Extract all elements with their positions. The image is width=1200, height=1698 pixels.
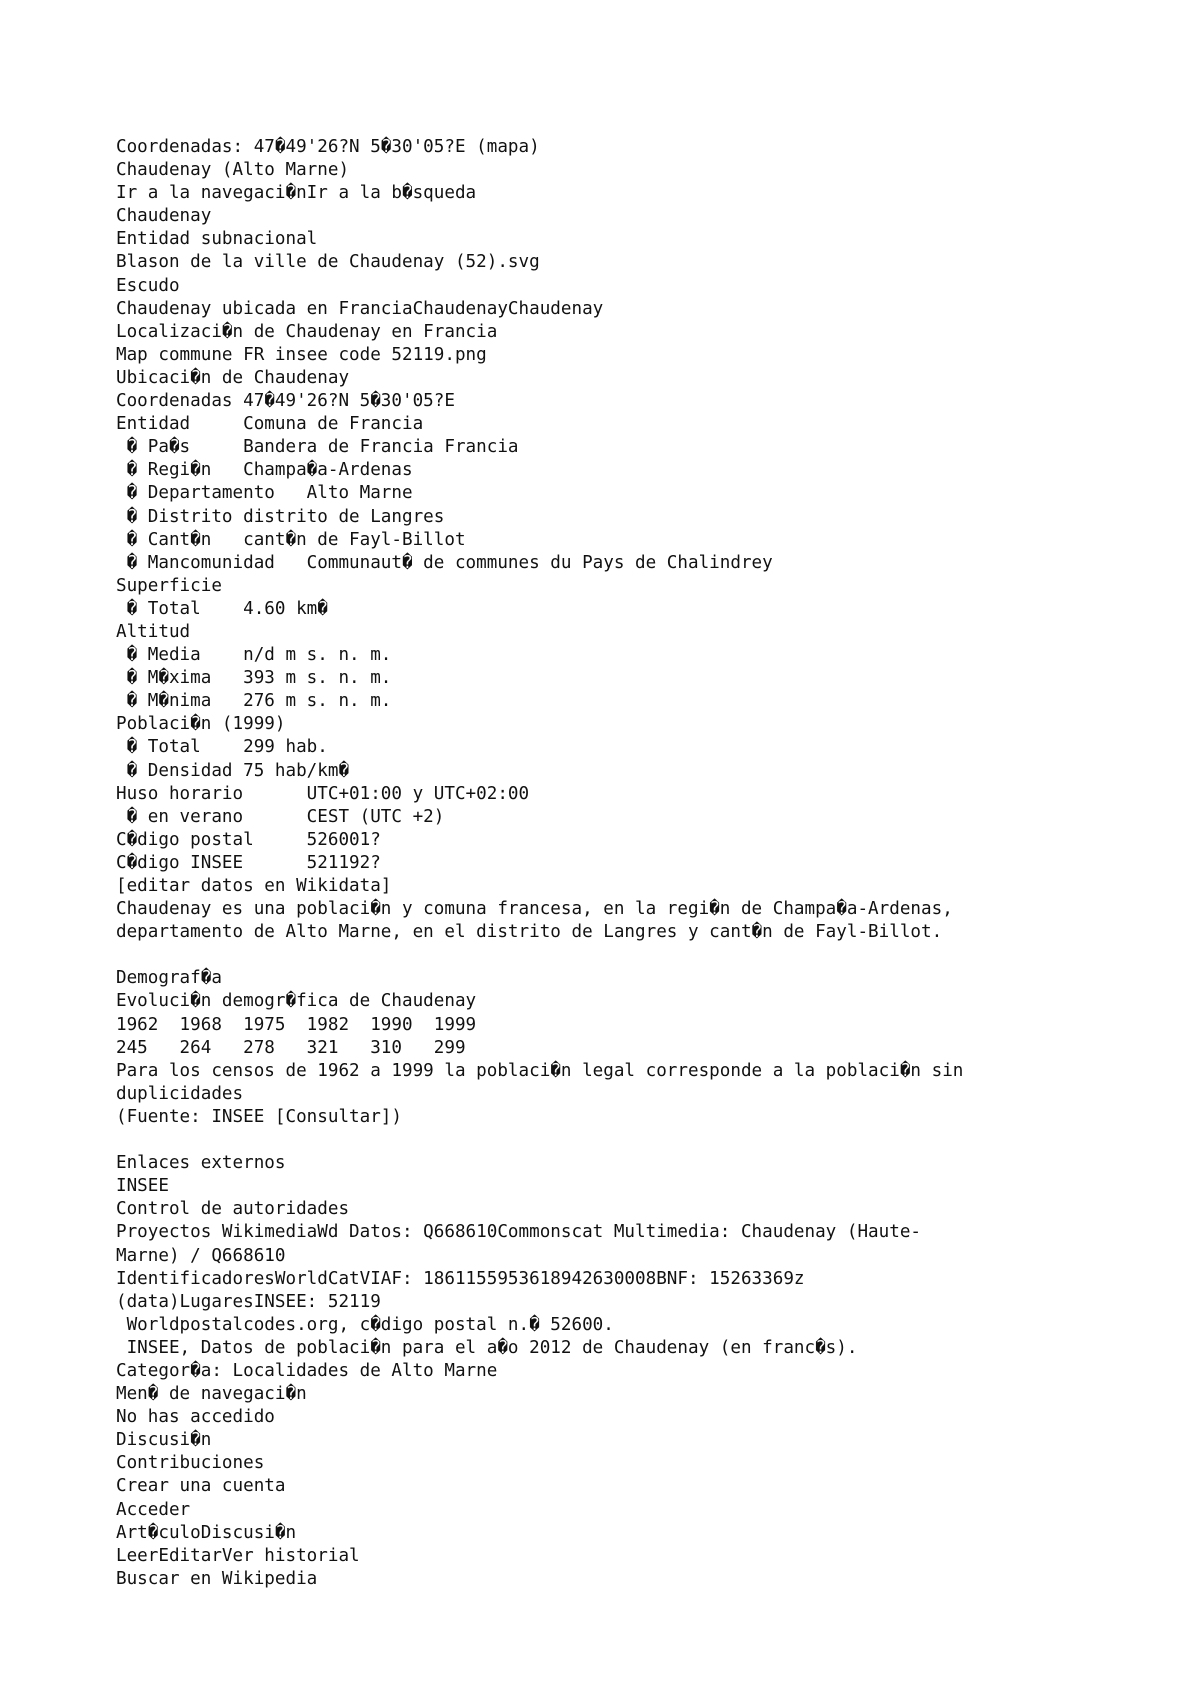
text-line: Para los censos de 1962 a 1999 la poblaci�n legal corresponde a la poblaci�n sin bbox=[116, 1060, 964, 1081]
text-line: Enlaces externos bbox=[116, 1153, 286, 1174]
document-text bbox=[116, 136, 1176, 1591]
text-line: Chaudenay ubicada en FranciaChaudenayChaudenay bbox=[116, 298, 604, 319]
text-line: C�digo INSEE 521192? bbox=[116, 852, 381, 873]
text-line: IdentificadoresWorldCatVIAF: 1861155953618942630008BNF: 15263369z bbox=[116, 1268, 805, 1289]
text-line: INSEE, Datos de poblaci�n para el a�o 2012 de Chaudenay (en franc�s). bbox=[116, 1337, 858, 1358]
text-line: Worldpostalcodes.org, c�digo postal n.� 52600. bbox=[116, 1314, 614, 1335]
text-line: � Pa�s Bandera de Francia Francia bbox=[116, 437, 519, 458]
text-line: LeerEditarVer historial bbox=[116, 1545, 360, 1566]
text-line: departamento de Alto Marne, en el distrito de Langres y cant�n de Fayl-Billot. bbox=[116, 922, 943, 943]
text-line: � M�xima 393 m s. n. m. bbox=[116, 668, 392, 689]
text-line: Superficie bbox=[116, 575, 222, 596]
text-line: Art�culoDiscusi�n bbox=[116, 1522, 297, 1543]
text-line: � Mancomunidad Communaut� de communes du Pays de Chalindrey bbox=[116, 552, 773, 573]
text-line: Chaudenay (Alto Marne) bbox=[116, 160, 350, 181]
text-line: Altitud bbox=[116, 621, 191, 642]
text-line: � Cant�n cant�n de Fayl-Billot bbox=[116, 529, 466, 550]
text-line: Ir a la navegaci�nIr a la b�squeda bbox=[116, 183, 477, 204]
text-line: � Densidad 75 hab/km� bbox=[116, 760, 350, 781]
text-line: � Total 4.60 km� bbox=[116, 598, 328, 619]
text-line: Proyectos WikimediaWd Datos: Q668610Commonscat Multimedia: Chaudenay (Haute- bbox=[116, 1222, 922, 1243]
text-line: � Total 299 hab. bbox=[116, 737, 328, 758]
text-line: Localizaci�n de Chaudenay en Francia bbox=[116, 321, 498, 342]
text-line: Chaudenay es una poblaci�n y comuna francesa, en la regi�n de Champa�a-Ardenas, bbox=[116, 899, 953, 920]
text-line: Entidad subnacional bbox=[116, 229, 318, 250]
text-line: 245 264 278 321 310 299 bbox=[116, 1037, 466, 1058]
text-line: Buscar en Wikipedia bbox=[116, 1568, 318, 1589]
blank-line bbox=[116, 944, 1176, 967]
text-line: duplicidades bbox=[116, 1083, 244, 1104]
text-line: Huso horario UTC+01:00 y UTC+02:00 bbox=[116, 783, 530, 804]
text-line: Discusi�n bbox=[116, 1430, 212, 1451]
text-line: Entidad Comuna de Francia bbox=[116, 414, 424, 435]
text-line: [editar datos en Wikidata] bbox=[116, 876, 392, 896]
text-line: C�digo postal 526001? bbox=[116, 829, 381, 850]
text-line: Coordenadas 47�49'26?N 5�30'05?E bbox=[116, 391, 455, 412]
text-line: INSEE bbox=[116, 1176, 169, 1197]
text-line: � en verano CEST (UTC +2) bbox=[116, 806, 445, 827]
text-line: (data)LugaresINSEE: 52119 bbox=[116, 1291, 381, 1312]
text-line: � Regi�n Champa�a-Ardenas bbox=[116, 460, 413, 481]
text-line: � M�nima 276 m s. n. m. bbox=[116, 691, 392, 712]
text-line: Crear una cuenta bbox=[116, 1476, 286, 1497]
text-line: Escudo bbox=[116, 275, 180, 296]
text-line: Men� de navegaci�n bbox=[116, 1384, 307, 1405]
text-line: No has accedido bbox=[116, 1407, 275, 1428]
text-line: Blason de la ville de Chaudenay (52).svg bbox=[116, 252, 540, 273]
text-line: � Distrito distrito de Langres bbox=[116, 506, 445, 527]
text-line: Evoluci�n demogr�fica de Chaudenay bbox=[116, 991, 477, 1012]
text-line: Map commune FR insee code 52119.png bbox=[116, 344, 487, 365]
text-line: Categor�a: Localidades de Alto Marne bbox=[116, 1360, 498, 1381]
text-line: � Departamento Alto Marne bbox=[116, 483, 413, 504]
text-line: Contribuciones bbox=[116, 1453, 265, 1474]
text-line: � Media n/d m s. n. m. bbox=[116, 645, 392, 666]
text-line: Poblaci�n (1999) bbox=[116, 714, 286, 735]
text-line: (Fuente: INSEE [Consultar]) bbox=[116, 1106, 402, 1127]
blank-line bbox=[116, 1129, 1176, 1152]
text-line: 1962 1968 1975 1982 1990 1999 bbox=[116, 1014, 477, 1035]
text-line: Chaudenay bbox=[116, 206, 212, 227]
text-line: Control de autoridades bbox=[116, 1199, 350, 1220]
text-line: Demograf�a bbox=[116, 968, 222, 989]
text-line: Acceder bbox=[116, 1499, 191, 1520]
text-line: Ubicaci�n de Chaudenay bbox=[116, 367, 350, 388]
text-line: Coordenadas: 47�49'26?N 5�30'05?E (mapa) bbox=[116, 137, 540, 157]
text-line: Marne) / Q668610 bbox=[116, 1245, 286, 1266]
